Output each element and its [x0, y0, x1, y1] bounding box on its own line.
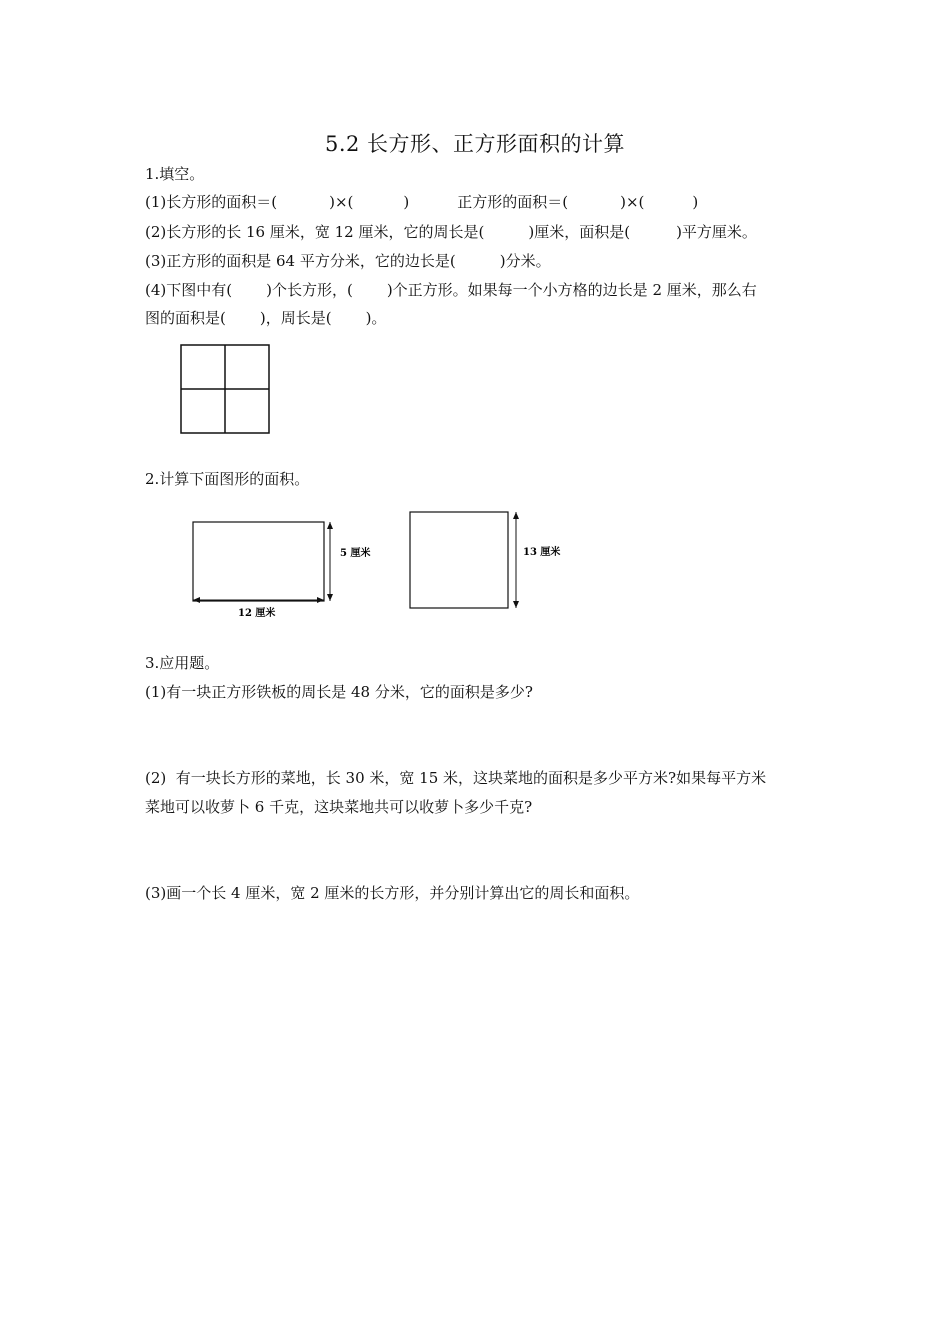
grid-figure — [176, 340, 274, 438]
problem-2-line1: (2) 有一块长方形的菜地，长 30 米，宽 15 米，这块菜地的面积是多少平方米?如果每平方米 — [145, 769, 767, 787]
rect-height-label: 5 厘米 — [340, 548, 371, 559]
question-1-4 — [145, 280, 757, 300]
question-1-2 — [145, 222, 757, 242]
q4-text-f: )。 — [365, 309, 387, 327]
section2-heading: 2.计算下面图形的面积。 — [145, 470, 310, 488]
rectangle-shape — [193, 522, 324, 601]
q4-text-e: )，周长是( — [259, 309, 332, 327]
q1-text-d: 正方形的面积＝( — [457, 193, 569, 211]
q3-text-a: (3)正方形的面积是 64 平方分米，它的边长是( — [145, 252, 456, 270]
rect-width-label: 12 厘米 — [238, 608, 276, 619]
arrow-up-icon — [513, 512, 519, 519]
question-1-1 — [145, 192, 698, 212]
q1-text-a: (1)长方形的面积＝( — [145, 193, 278, 211]
arrow-down-icon — [327, 594, 333, 601]
q2-text-a: (2)长方形的长 16 厘米，宽 12 厘米，它的周长是( — [145, 223, 485, 241]
q1-text-c: ) — [403, 193, 410, 211]
q4-text-d: 图的面积是( — [145, 309, 226, 327]
arrow-left-icon — [193, 597, 200, 603]
q1-text-f: ) — [692, 193, 699, 211]
arrow-up-icon — [327, 522, 333, 529]
question-1-3 — [145, 251, 551, 271]
question-1-4-cont — [145, 308, 386, 328]
problem-2-line2: 菜地可以收萝卜 6 千克，这块菜地共可以收萝卜多少千克? — [145, 798, 533, 816]
q4-text-b: )个长方形，( — [266, 281, 353, 299]
q4-text-a: (4)下图中有( — [145, 281, 233, 299]
square-figure — [405, 507, 575, 615]
square-shape — [410, 512, 508, 608]
q3-text-b: )分米。 — [499, 252, 551, 270]
section1-heading: 1.填空。 — [145, 165, 205, 183]
problem-3: (3)画一个长 4 厘米，宽 2 厘米的长方形，并分别计算出它的周长和面积。 — [145, 884, 640, 902]
q2-text-c: )平方厘米。 — [676, 223, 757, 241]
q4-text-c: )个正方形。如果每一个小方格的边长是 2 厘米，那么右 — [386, 281, 757, 299]
rectangle-figure — [186, 515, 386, 625]
problem-1: (1)有一块正方形铁板的周长是 48 分米，它的面积是多少? — [145, 683, 533, 701]
section3-heading: 3.应用题。 — [145, 654, 220, 672]
page-title: 5.2 长方形、正方形面积的计算 — [324, 132, 626, 156]
q1-text-b: )×( — [329, 193, 354, 211]
q1-text-e: )×( — [620, 193, 645, 211]
square-side-label: 13 厘米 — [523, 547, 561, 558]
arrow-down-icon — [513, 601, 519, 608]
q2-text-b: )厘米，面积是( — [528, 223, 631, 241]
arrow-right-icon — [317, 597, 324, 603]
